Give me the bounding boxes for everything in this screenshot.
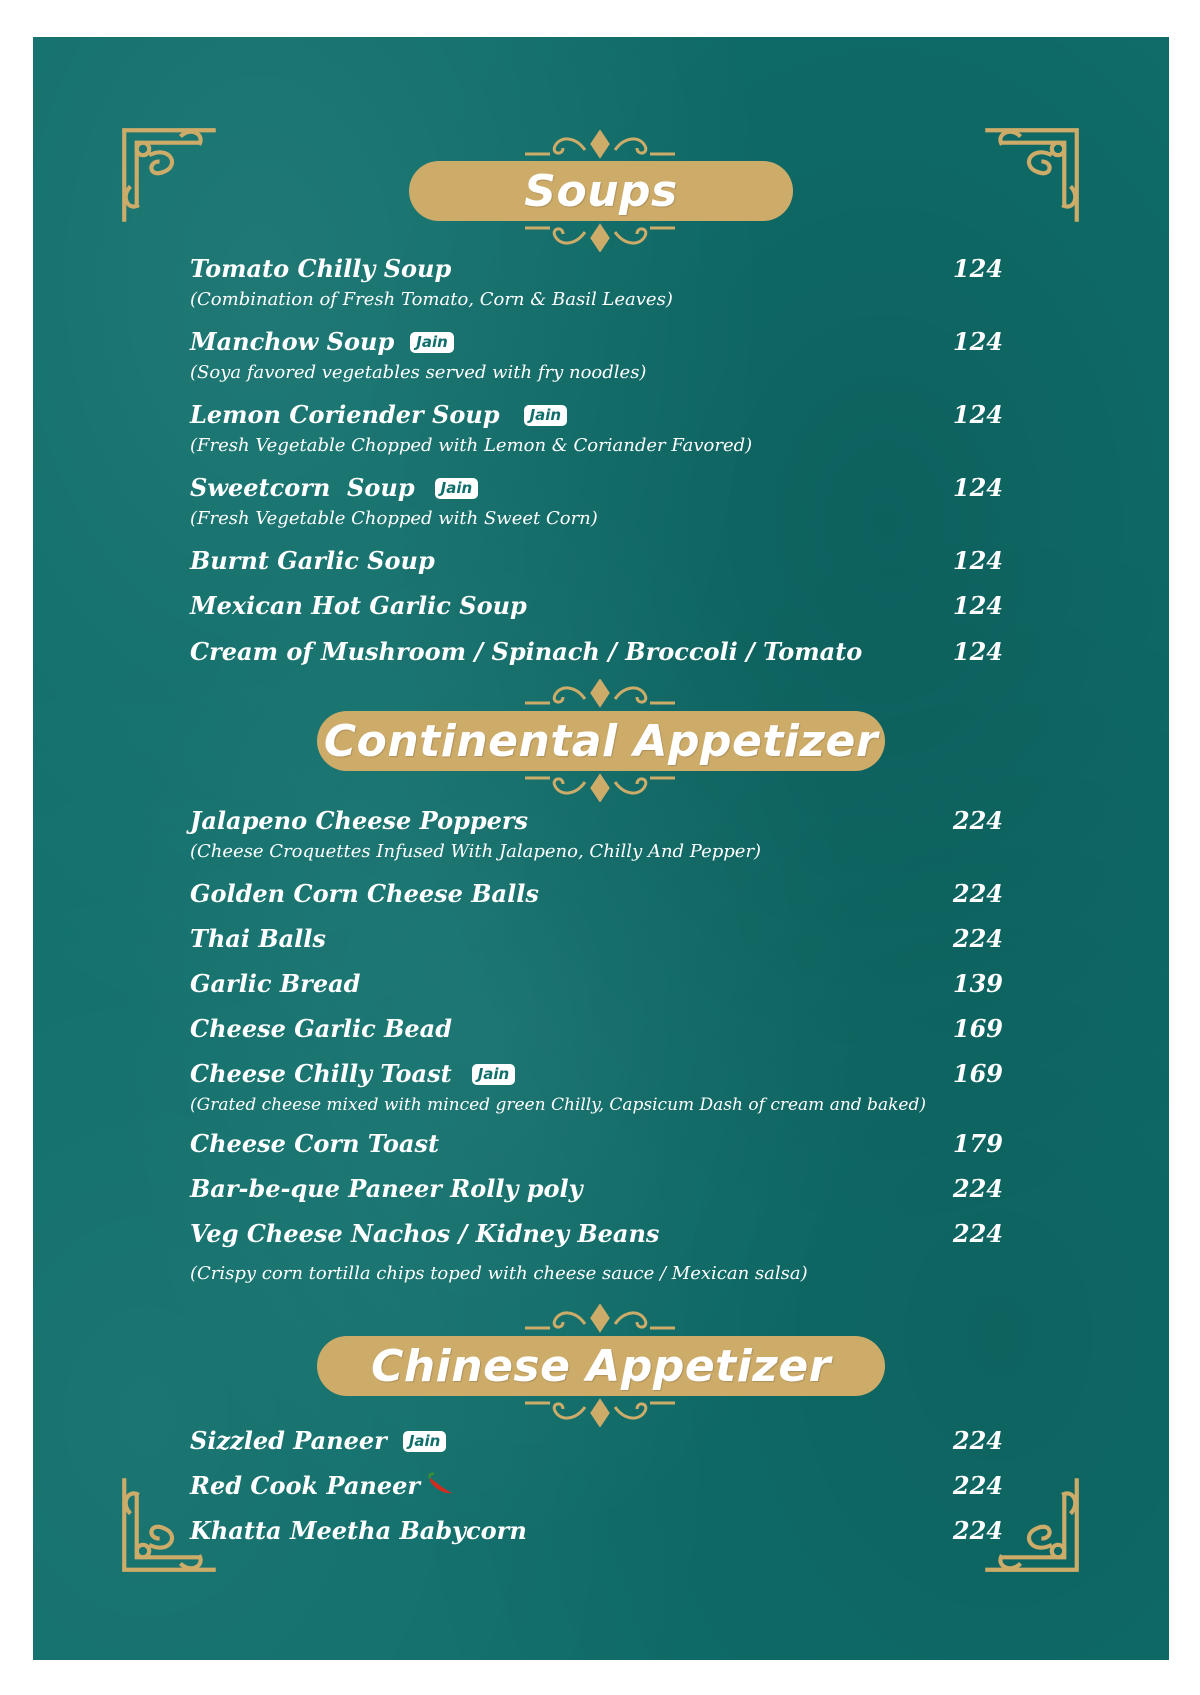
menu-item-description: (Fresh Vegetable Chopped with Lemon & Coriander Favored): [190, 435, 753, 456]
menu-item-price: 124: [952, 473, 1003, 502]
menu-item-name: Tomato Chilly Soup: [190, 254, 452, 283]
section-title: Soups: [524, 165, 678, 217]
menu-item-price: 124: [952, 254, 1003, 283]
jain-badge: Jain: [410, 332, 454, 353]
section-title: Chinese Appetizer: [371, 1340, 831, 1392]
menu-item-price: 179: [952, 1129, 1003, 1158]
menu-item-price: 224: [952, 1471, 1003, 1500]
menu-item-name: Cheese Garlic Bead: [190, 1014, 453, 1043]
menu-item-price: 124: [952, 400, 1003, 429]
section-heading-continental: [317, 711, 885, 771]
menu-item-price: 124: [952, 546, 1003, 575]
menu-item-name: Cheese Chilly Toast Jain: [190, 1059, 515, 1089]
menu-item-description: (Crispy corn tortilla chips toped with cheese sauce / Mexican salsa): [190, 1263, 808, 1284]
flourish-ornament: [0, 1304, 1200, 1334]
menu-item-price: 224: [952, 1174, 1003, 1203]
jain-badge: Jain: [524, 405, 568, 426]
menu-item-name: Burnt Garlic Soup: [190, 546, 435, 575]
menu-item-name: Veg Cheese Nachos / Kidney Beans: [190, 1219, 660, 1248]
menu-item-description: (Fresh Vegetable Chopped with Sweet Corn): [190, 508, 598, 529]
menu-item-name: Khatta Meetha Babycorn: [190, 1516, 527, 1545]
section-heading-soups: [409, 161, 793, 221]
menu-item-price: 224: [952, 1219, 1003, 1248]
jain-badge: Jain: [472, 1064, 516, 1085]
section-heading-chinese: [317, 1336, 885, 1396]
menu-item-price: 139: [952, 969, 1003, 998]
menu-item-name: Jalapeno Cheese Poppers: [190, 806, 529, 835]
menu-item-name: Sweetcorn Soup Jain: [190, 473, 478, 503]
menu-item-name: Cream of Mushroom / Spinach / Broccoli / Tomato: [190, 637, 863, 666]
menu-item-name: Lemon Coriender Soup Jain: [190, 400, 567, 430]
flourish-ornament: [0, 130, 1200, 160]
menu-item-price: 224: [952, 924, 1003, 953]
menu-item-name: Cheese Corn Toast: [190, 1129, 440, 1158]
menu-item-description: (Combination of Fresh Tomato, Corn & Basil Leaves): [190, 289, 673, 310]
menu-item-price: 224: [952, 806, 1003, 835]
menu-item-name: Manchow Soup Jain: [190, 327, 454, 357]
menu-item-price: 224: [952, 879, 1003, 908]
menu-item-name: Red Cook Paneer: [190, 1471, 456, 1503]
menu-item-name: Garlic Bread: [190, 969, 361, 998]
menu-item-description: (Grated cheese mixed with minced green Chilly, Capsicum Dash of cream and baked): [190, 1095, 926, 1115]
menu-item-price: 124: [952, 327, 1003, 356]
menu-item-price: 124: [952, 591, 1003, 620]
menu-item-price: 124: [952, 637, 1003, 666]
menu-item-name: Thai Balls: [190, 924, 326, 953]
flourish-ornament: [0, 222, 1200, 252]
chilli-icon: [426, 1472, 456, 1503]
menu-item-name: Mexican Hot Garlic Soup: [190, 591, 527, 620]
menu-item-price: 224: [952, 1426, 1003, 1455]
menu-item-name: Sizzled Paneer Jain: [190, 1426, 446, 1456]
menu-item-description: (Soya favored vegetables served with fry noodles): [190, 362, 647, 383]
flourish-ornament: [0, 1397, 1200, 1427]
section-title: Continental Appetizer: [323, 715, 879, 767]
jain-badge: Jain: [403, 1431, 447, 1452]
menu-item-price: 169: [952, 1014, 1003, 1043]
menu-item-name: Bar-be-que Paneer Rolly poly: [190, 1174, 583, 1203]
menu-item-price: 169: [952, 1059, 1003, 1088]
menu-item-price: 224: [952, 1516, 1003, 1545]
jain-badge: Jain: [435, 478, 479, 499]
flourish-ornament: [0, 772, 1200, 802]
menu-item-name: Golden Corn Cheese Balls: [190, 879, 539, 908]
menu-item-description: (Cheese Croquettes Infused With Jalapeno, Chilly And Pepper): [190, 841, 762, 862]
flourish-ornament: [0, 679, 1200, 709]
